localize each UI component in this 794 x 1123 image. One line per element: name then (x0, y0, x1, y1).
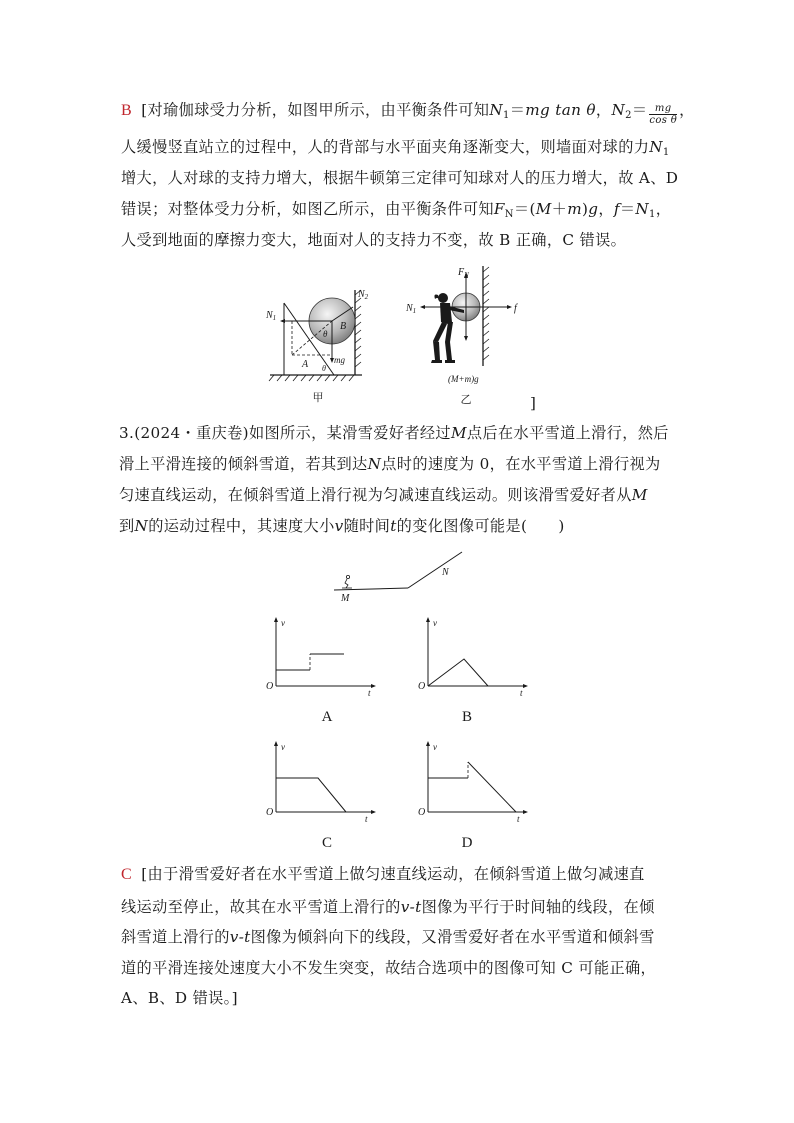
eq-sign-2: ＝ (631, 101, 648, 119)
figure-yi (404, 264, 524, 384)
wall-hatching (355, 290, 361, 367)
axis-v-label: v (281, 742, 285, 752)
q3-l1-text: 3.(2024・重庆卷)如图所示，某滑雪爱好者经过 (119, 424, 451, 442)
q2-line-3 (121, 168, 678, 188)
sym-vt: v-t (229, 928, 251, 946)
q2-line-4 (121, 199, 671, 225)
option-a-label: A (321, 709, 333, 725)
sym-F-sub: N (504, 209, 514, 220)
sym-M: M (631, 486, 648, 504)
sym-F: F (493, 200, 505, 218)
graph-option-c (262, 734, 382, 824)
sym-M: M (535, 200, 552, 218)
sym-m: m (567, 200, 582, 218)
frac-den: cos θ (649, 115, 678, 126)
q3-l4-text-c: 随时间 (343, 517, 391, 535)
slope-diagram (330, 548, 470, 604)
label-mg: mg (334, 355, 345, 365)
comma-end: ， (679, 101, 695, 119)
eq-sign: ＝ (619, 200, 636, 218)
axis-v-label: v (433, 742, 437, 752)
q3a-l4-text: 道的平滑连接处速度大小不发生突变，故结合选项中的图像可知 C 可能正确， (121, 959, 657, 977)
q3-l3-text: 匀速直线运动，在倾斜雪道上滑行视为匀减速直线运动。则该滑雪爱好者从 (119, 486, 632, 504)
t-axis-arrowhead (371, 684, 376, 688)
q3-line-3 (119, 485, 648, 505)
eq-sign: ＝ (509, 101, 526, 119)
n1-arrowhead (280, 319, 285, 323)
origin-label: O (418, 681, 426, 692)
label-A: A (302, 359, 309, 370)
label-theta: θ (323, 329, 328, 339)
sym-v: v (334, 517, 344, 535)
q3-l2-text: 滑上平滑连接的倾斜雪道，若其到达 (119, 455, 368, 473)
q2-l1-text: [对瑜伽球受力分析，如图甲所示，由平衡条件可知 (141, 101, 490, 119)
close-paren: ) (581, 200, 589, 218)
comma: ， (595, 101, 612, 119)
graph-option-b (404, 612, 534, 698)
caption-jia: 甲 (312, 392, 324, 404)
q3-l1-text-b: 点后在水平雪道上滑行，然后 (466, 424, 669, 442)
label-B: B (340, 321, 347, 332)
sym-N1b: N (635, 200, 650, 218)
graph-option-d (404, 734, 534, 824)
sym-N: N (649, 138, 663, 156)
axis-v-label: v (433, 618, 437, 628)
sym-f: f (613, 200, 620, 218)
sym-mg: mg (525, 101, 551, 119)
skier-icon (342, 575, 352, 588)
q3a-l5-text: A、B、D 错误。] (121, 989, 238, 1007)
label-M: M (341, 593, 350, 604)
q3-l2-text-b: 点时的速度为 0，在水平雪道上滑行视为 (381, 455, 661, 473)
v-axis-arrowhead (426, 617, 430, 622)
q3a-l1-text: [由于滑雪爱好者在水平雪道上做匀速直线运动，在倾斜雪道上做匀减速直 (141, 865, 645, 883)
v-axis-arrowhead (274, 741, 278, 746)
option-c-label: C (321, 835, 332, 851)
sym-N1-sub: 1 (502, 110, 510, 121)
sym-N: N (134, 517, 149, 535)
q3-line-4 (119, 516, 565, 536)
q3-l4-text: 到 (119, 517, 135, 535)
wall-hatching (483, 267, 489, 360)
f-arrowhead (507, 305, 512, 309)
label-N: N (442, 567, 449, 578)
option-b-label: B (461, 709, 472, 725)
label-N1: $N_1$ (406, 303, 417, 315)
q2-l3-text: 增大，人对球的支持力增大，根据牛顿第三定律可知球对人的压力增大，故 A、D (121, 169, 679, 187)
q3a-line-2 (121, 897, 655, 917)
q3a-line-1 (121, 864, 645, 885)
sym-vt: v-t (400, 898, 422, 916)
sym-N2-sub: 2 (625, 110, 632, 121)
q3a-l2-text: 线运动至停止，故其在水平雪道上滑行的 (121, 898, 401, 916)
figure-jia (262, 285, 372, 385)
q2-l4-text: 错误；对整体受力分析，如图乙所示，由平衡条件可知 (121, 200, 494, 218)
v-axis-arrowhead (426, 741, 430, 746)
axis-t-label: t (520, 688, 523, 698)
sym-N1b-sub: 1 (649, 209, 656, 220)
q2-l2-text: 人缓慢竖直站立的过程中，人的背部与水平面夹角逐渐变大，则墙面对球的力 (121, 138, 650, 156)
t-axis-arrowhead (523, 810, 528, 814)
sym-g: g (588, 200, 599, 218)
q3a-line-4 (121, 958, 656, 978)
q3a-line-3 (121, 927, 655, 947)
origin-label: O (266, 681, 274, 692)
label-N2: $N_2$ (358, 289, 369, 301)
axis-v-label: v (281, 618, 285, 628)
label-f: f (514, 303, 517, 314)
segment-2 (468, 762, 516, 812)
comma-end: ， (655, 200, 672, 218)
plus-sign: ＋ (551, 200, 568, 218)
label-N1: $N_1$ (266, 310, 277, 322)
q3a-l2-text-b: 图像为平行于时间轴的线段，在倾 (421, 898, 655, 916)
axis-t-label: t (368, 688, 371, 698)
q3-line-1 (119, 423, 669, 443)
eq-paren: ＝( (513, 200, 536, 218)
floor-hatching (269, 375, 354, 381)
q2-answer-letter: B (121, 102, 133, 119)
fraction-mg-cos (649, 103, 677, 126)
close-bracket: ] (530, 394, 536, 412)
origin-label: O (418, 807, 426, 818)
q3a-l3-text-b: 图像为倾斜向下的线段，又滑雪爱好者在水平雪道和倾斜雪 (250, 928, 655, 946)
option-d-label: D (461, 835, 473, 851)
plateau-decline-curve (276, 778, 346, 812)
t-axis-arrowhead (523, 684, 528, 688)
q2-line-5 (121, 230, 626, 250)
n1-arrowhead (420, 305, 425, 309)
v-axis-arrowhead (274, 617, 278, 622)
q2-l5-text: 人受到地面的摩擦力变大，地面对人的支持力不变，故 B 正确，C 错误。 (121, 231, 627, 249)
q3a-l3-text: 斜雪道上滑行的 (121, 928, 230, 946)
graph-option-a (262, 612, 382, 698)
q3-l4-text-b: 的运动过程中，其速度大小 (148, 517, 335, 535)
sym-N: N (367, 455, 382, 473)
q2-line-1 (121, 100, 695, 126)
weight-arrowhead (464, 336, 468, 341)
label-weight: (M+m)g (448, 374, 479, 384)
label-theta-2: θ (322, 364, 326, 373)
origin-label: O (266, 807, 274, 818)
axis-t-label: t (365, 814, 368, 824)
q3-answer-letter: C (121, 866, 133, 883)
sym-M: M (450, 424, 467, 442)
incline-track (408, 552, 462, 588)
sym-tan: tan θ (555, 101, 596, 119)
sym-t: t (390, 517, 397, 535)
q3-l4-text-d: 的变化图像可能是( ) (396, 517, 565, 535)
comma: ， (598, 200, 614, 218)
q2-line-2 (121, 137, 670, 163)
sym-N2: N (611, 101, 626, 119)
caption-yi: 乙 (460, 394, 472, 406)
label-FN: $F_N$ (458, 267, 469, 279)
q3a-line-5 (121, 988, 238, 1008)
q3-line-2 (119, 454, 661, 474)
sym-N1: N (489, 101, 503, 119)
frac-num: mg (649, 103, 677, 115)
axis-t-label: t (517, 814, 520, 824)
triangle-curve (428, 659, 488, 686)
sym-sub: 1 (662, 147, 670, 158)
t-axis-arrowhead (371, 810, 376, 814)
